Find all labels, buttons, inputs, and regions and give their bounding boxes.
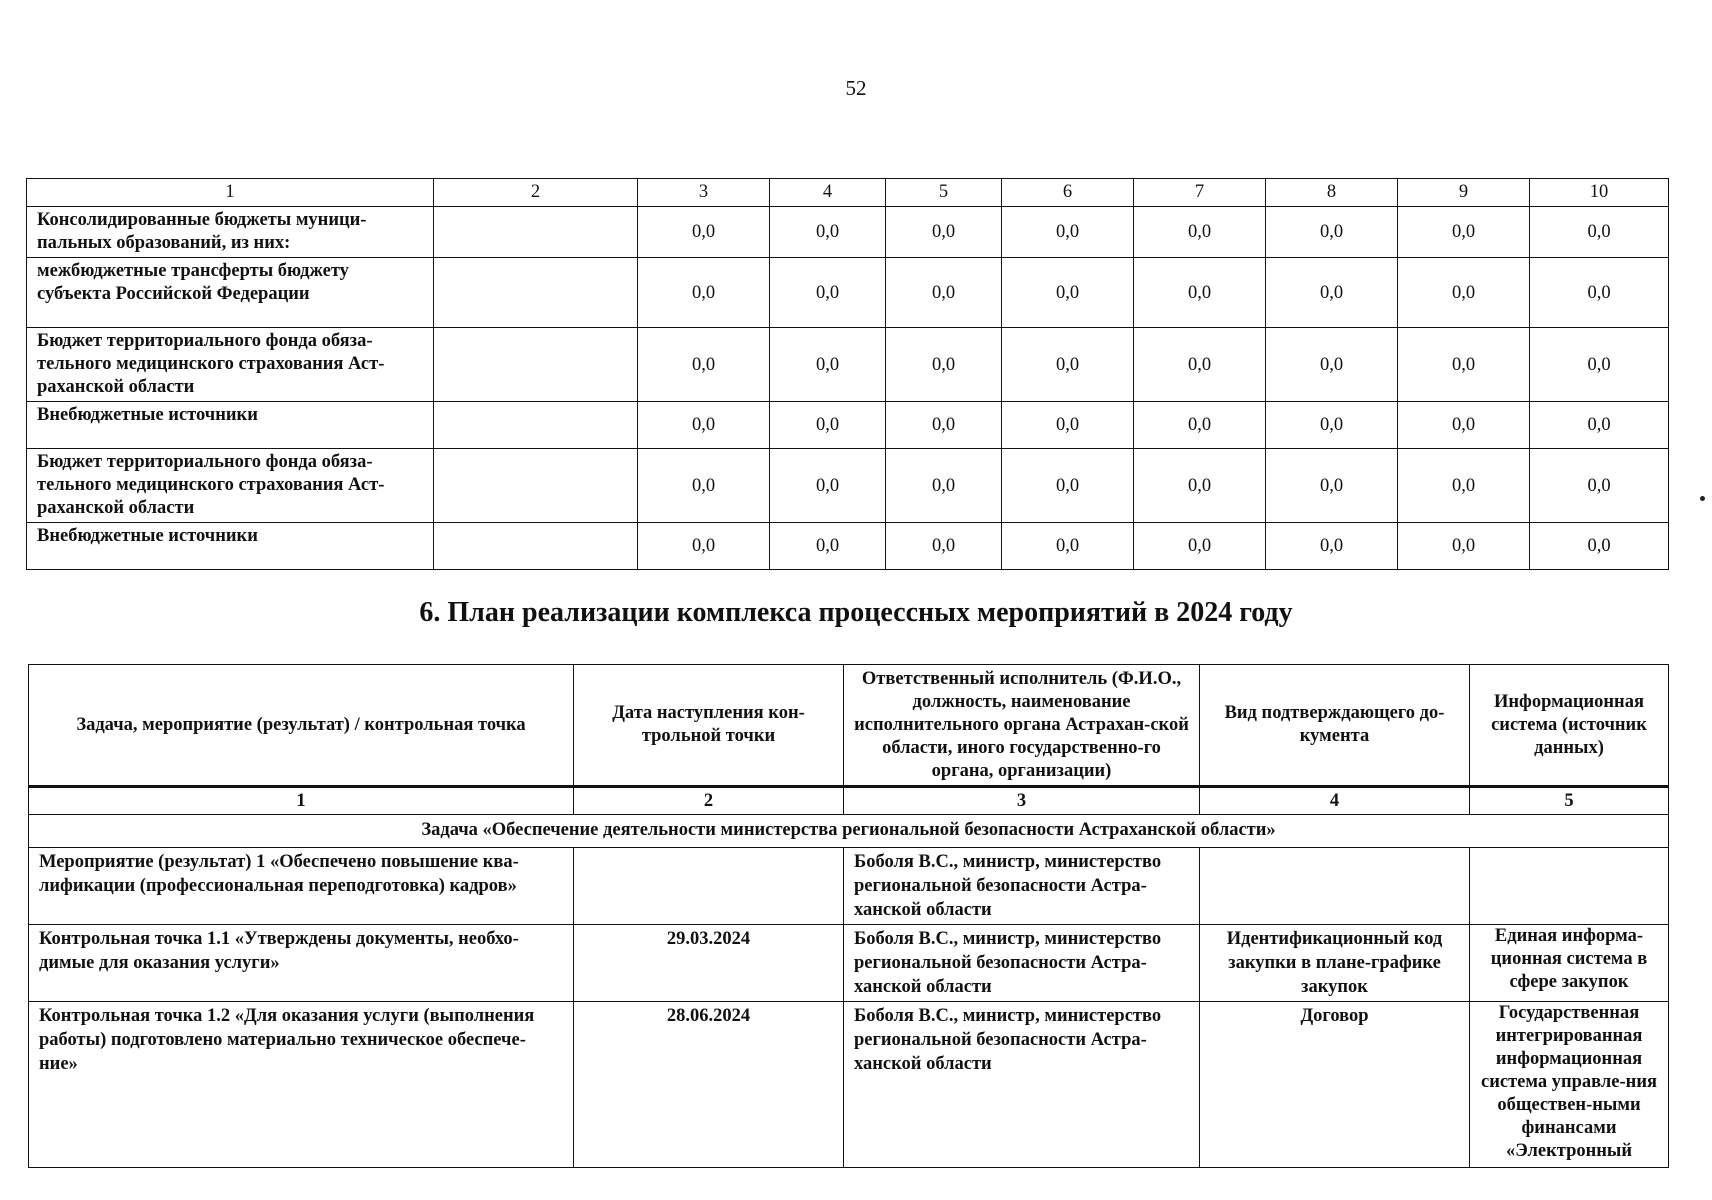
scan-speck (1700, 496, 1705, 501)
plan-table-header-row (29, 665, 1669, 787)
column-number-row (29, 787, 1669, 815)
value-cell: 0,0 (1266, 402, 1398, 449)
document-cell: Договор (1200, 1002, 1470, 1168)
value-cell: 0,0 (1002, 449, 1134, 523)
value-cell: 0,0 (770, 207, 886, 258)
responsible-cell: Боболя В.С., министр, министерство региональной безопасности Астра-ханской области (844, 925, 1200, 1002)
row-col2 (434, 402, 638, 449)
value-cell: 0,0 (1530, 258, 1669, 328)
value-cell: 0,0 (1134, 258, 1266, 328)
value-cell: 0,0 (638, 258, 770, 328)
row-col2 (434, 328, 638, 402)
row-label: межбюджетные трансферты бюджету субъекта Российской Федерации (27, 258, 434, 328)
col-number: 2 (434, 179, 638, 207)
value-cell: 0,0 (770, 523, 886, 570)
plan-table (28, 664, 1669, 1168)
col-number: 7 (1134, 179, 1266, 207)
col-number: 4 (770, 179, 886, 207)
col-number: 3 (638, 179, 770, 207)
document-cell: Идентификационный код закупки в плане-графике закупок (1200, 925, 1470, 1002)
measure-name: Контрольная точка 1.1 «Утверждены документы, необхо-димые для оказания услуги» (29, 925, 574, 1002)
table-row (27, 402, 1669, 449)
value-cell: 0,0 (1398, 328, 1530, 402)
value-cell: 0,0 (1266, 523, 1398, 570)
col-number: 8 (1266, 179, 1398, 207)
value-cell: 0,0 (1134, 449, 1266, 523)
value-cell: 0,0 (638, 328, 770, 402)
value-cell: 0,0 (886, 523, 1002, 570)
date-cell (574, 848, 844, 925)
table-row (27, 207, 1669, 258)
value-cell: 0,0 (1266, 449, 1398, 523)
value-cell: 0,0 (638, 402, 770, 449)
value-cell: 0,0 (1398, 402, 1530, 449)
table-row (27, 328, 1669, 402)
task-title: Задача «Обеспечение деятельности министерства региональной безопасности Астраханской области» (29, 815, 1669, 848)
column-header: Ответственный исполнитель (Ф.И.О., должность, наименование исполнительного органа Астрахан-ской области, иного государственно-го органа, организации) (844, 665, 1200, 787)
row-label: Внебюджетные источники (27, 402, 434, 449)
value-cell: 0,0 (1134, 328, 1266, 402)
value-cell: 0,0 (1530, 328, 1669, 402)
task-row (29, 815, 1669, 848)
col-number: 6 (1002, 179, 1134, 207)
value-cell: 0,0 (1530, 523, 1669, 570)
value-cell: 0,0 (1266, 328, 1398, 402)
section-title: 6. План реализации комплекса процессных мероприятий в 2024 году (419, 597, 1293, 628)
row-col2 (434, 523, 638, 570)
column-header: Дата наступления кон-трольной точки (574, 665, 844, 787)
column-header: Задача, мероприятие (результат) / контрольная точка (29, 665, 574, 787)
value-cell: 0,0 (638, 449, 770, 523)
value-cell: 0,0 (886, 402, 1002, 449)
date-cell: 28.06.2024 (574, 1002, 844, 1168)
col-number: 9 (1398, 179, 1530, 207)
value-cell: 0,0 (1530, 402, 1669, 449)
responsible-cell: Боболя В.С., министр, министерство региональной безопасности Астра-ханской области (844, 848, 1200, 925)
row-col2 (434, 449, 638, 523)
budget-table-header-row (27, 179, 1669, 207)
document-cell (1200, 848, 1470, 925)
system-cell: Единая информа-ционная система в сфере закупок (1470, 925, 1669, 1002)
row-col2 (434, 207, 638, 258)
value-cell: 0,0 (638, 523, 770, 570)
value-cell: 0,0 (1134, 402, 1266, 449)
measure-name: Мероприятие (результат) 1 «Обеспечено повышение ква-лификации (профессиональная переподготовка) кадров» (29, 848, 574, 925)
table-row (29, 925, 1669, 1002)
row-label: Консолидированные бюджеты муници-пальных образований, из них: (27, 207, 434, 258)
value-cell: 0,0 (1530, 449, 1669, 523)
table-row (27, 449, 1669, 523)
table-row (27, 258, 1669, 328)
col-number: 10 (1530, 179, 1669, 207)
row-col2 (434, 258, 638, 328)
value-cell: 0,0 (886, 258, 1002, 328)
value-cell: 0,0 (638, 207, 770, 258)
col-number: 4 (1200, 787, 1470, 815)
col-number: 1 (27, 179, 434, 207)
page-number: 52 (845, 76, 867, 100)
value-cell: 0,0 (1134, 523, 1266, 570)
value-cell: 0,0 (1002, 402, 1134, 449)
value-cell: 0,0 (1266, 207, 1398, 258)
value-cell: 0,0 (886, 328, 1002, 402)
value-cell: 0,0 (1002, 523, 1134, 570)
col-number: 5 (886, 179, 1002, 207)
value-cell: 0,0 (1530, 207, 1669, 258)
value-cell: 0,0 (886, 207, 1002, 258)
value-cell: 0,0 (770, 402, 886, 449)
value-cell: 0,0 (1002, 258, 1134, 328)
table-row (29, 848, 1669, 925)
table-row (29, 1002, 1669, 1168)
table-row (27, 523, 1669, 570)
value-cell: 0,0 (1398, 258, 1530, 328)
value-cell: 0,0 (1134, 207, 1266, 258)
value-cell: 0,0 (770, 258, 886, 328)
system-cell (1470, 848, 1669, 925)
value-cell: 0,0 (1398, 207, 1530, 258)
value-cell: 0,0 (1002, 328, 1134, 402)
col-number: 5 (1470, 787, 1669, 815)
system-cell: Государственная интегрированная информационная система управле-ния обществен-ными финансами «Электронный (1470, 1002, 1669, 1168)
measure-name: Контрольная точка 1.2 «Для оказания услуги (выполнения работы) подготовлено материально техническое обеспече-ние» (29, 1002, 574, 1168)
column-header: Информационная система (источник данных) (1470, 665, 1669, 787)
row-label: Бюджет территориального фонда обяза-тельного медицинского страхования Аст-раханской области (27, 449, 434, 523)
value-cell: 0,0 (1002, 207, 1134, 258)
value-cell: 0,0 (1266, 258, 1398, 328)
date-cell: 29.03.2024 (574, 925, 844, 1002)
budget-table (26, 178, 1669, 570)
value-cell: 0,0 (770, 449, 886, 523)
col-number: 1 (29, 787, 574, 815)
value-cell: 0,0 (1398, 523, 1530, 570)
responsible-cell: Боболя В.С., министр, министерство региональной безопасности Астра-ханской области (844, 1002, 1200, 1168)
col-number: 3 (844, 787, 1200, 815)
row-label: Бюджет территориального фонда обяза-тельного медицинского страхования Аст-раханской области (27, 328, 434, 402)
col-number: 2 (574, 787, 844, 815)
column-header: Вид подтверждающего до-кумента (1200, 665, 1470, 787)
value-cell: 0,0 (886, 449, 1002, 523)
value-cell: 0,0 (1398, 449, 1530, 523)
row-label: Внебюджетные источники (27, 523, 434, 570)
value-cell: 0,0 (770, 328, 886, 402)
